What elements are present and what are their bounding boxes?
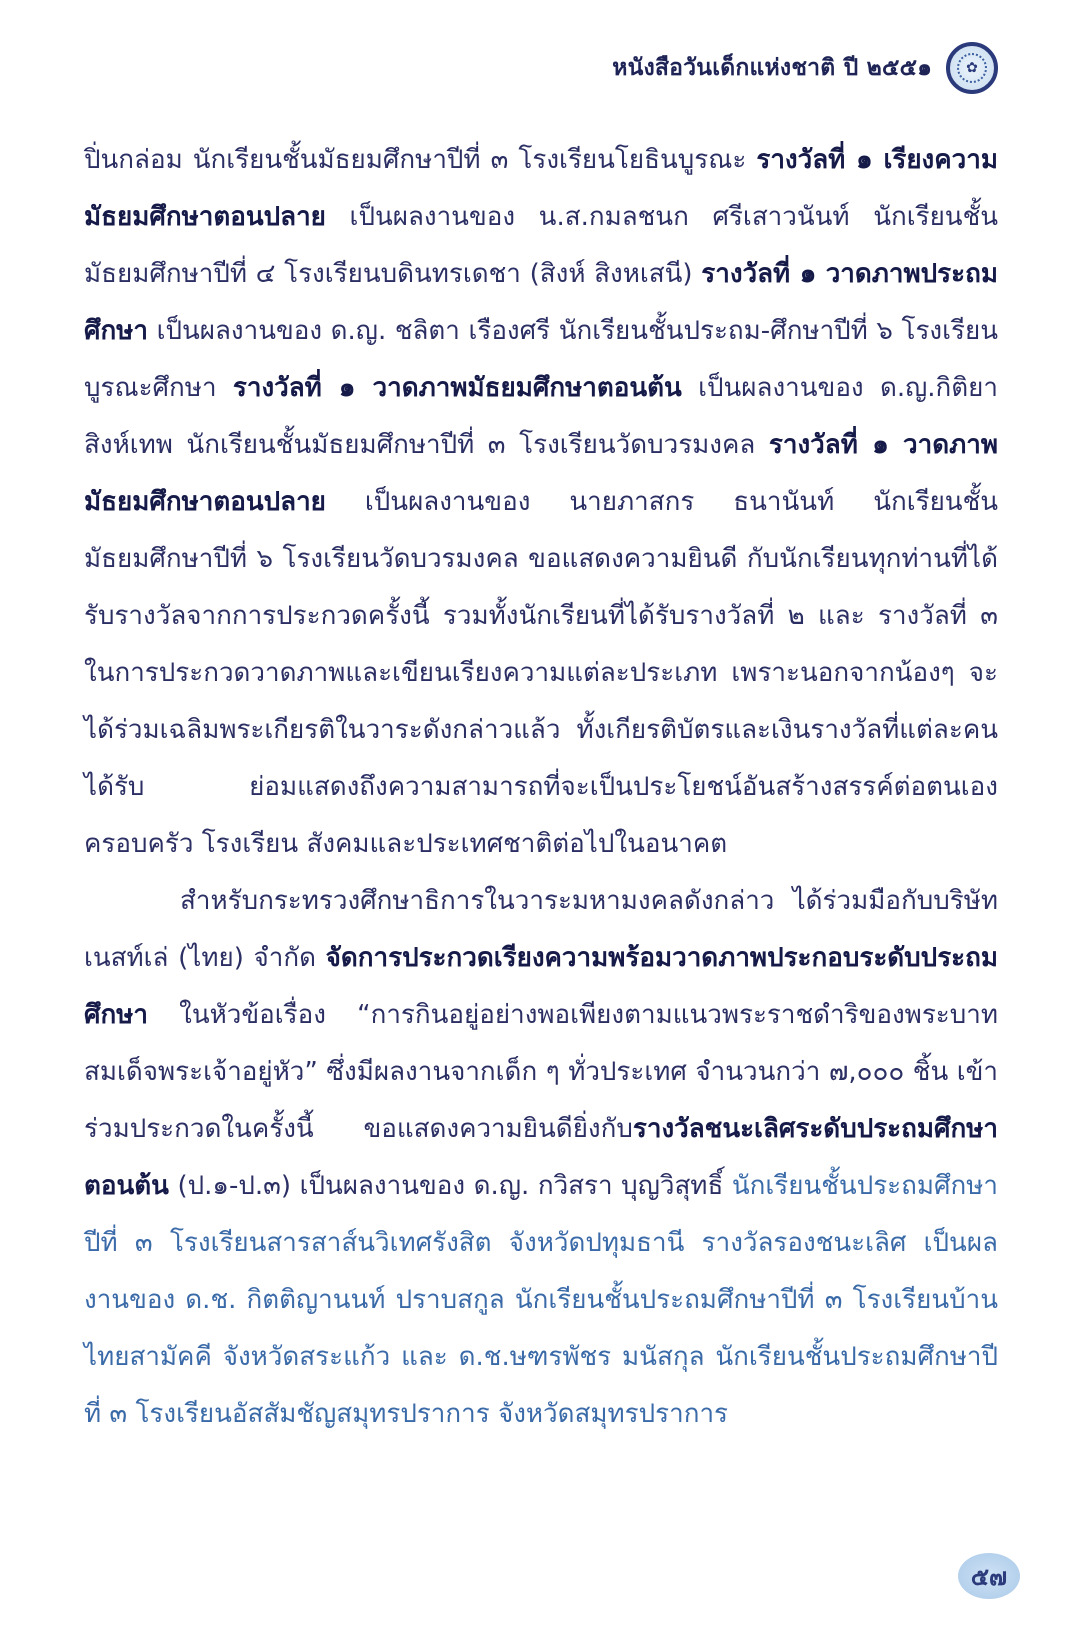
- paragraph-1-text-1: ปิ่นกล่อม นักเรียนชั้นมัธยมศึกษาปีที่ ๓ โรงเรียนโยธินบูรณะ: [84, 145, 757, 175]
- award-1-primary-drawing: รางวัลที่ ๑ วาดภาพประถมศึกษา: [84, 259, 998, 346]
- paragraph-2-text-1: สำหรับกระทรวงศึกษาธิการในวาระมหามงคลดังกล่าว ได้ร่วมมือกับบริษัทเนสท์เล่ (ไทย) จำกัด: [84, 886, 998, 973]
- page-header: [612, 42, 998, 94]
- paragraph-1: [84, 132, 998, 873]
- book-title: หนังสือวันเด็กแห่งชาติ ปี ๒๕๕๑: [612, 55, 932, 81]
- paragraph-2-text-2: ในหัวข้อเรื่อง “การกินอยู่อย่างพอเพียงตามแนวพระราชดำริของพระบาทสมเด็จพระเจ้าอยู่หัว” ซึ่งมีผลงานจากเด็ก ๆ ทั่วประเทศ จำนวนกว่า ๗,๐๐๐ ชิ้น เข้าร่วมประกวดในครั้งนี้ ขอแสดงความยินดียิ่งกับ: [84, 1000, 998, 1144]
- paragraph-1-text-5: เป็นผลงานของ นายภาสกร ธนานันท์ นักเรียนชั้นมัธยมศึกษาปีที่ ๖ โรงเรียนวัดบวรมงคล ขอแสดงความยินดี กับนักเรียนทุกท่านที่ได้รับรางวัลจากการประกวดครั้งนี้ รวมทั้งนักเรียนที่ได้รับรางวัลที่ ๒ และ รางวัลที่ ๓ ในการประกวดวาดภาพและเขียนเรียงความแต่ละประเภท เพราะนอกจากน้องๆ จะได้ร่วมเฉลิมพระเกียรติในวาระดังกล่าวแล้ว ทั้งเกียรติบัตรและเงินรางวัลที่แต่ละคนได้รับ ย่อมแสดงถึงความสามารถที่จะเป็นประโยชน์อันสร้างสรรค์ต่อตนเอง ครอบครัว โรงเรียน สังคมและประเทศชาติต่อไปในอนาคต: [84, 487, 998, 859]
- page-body: [84, 132, 998, 1443]
- circular-emblem-icon: [946, 42, 998, 94]
- award-1-high-school-essay: รางวัลที่ ๑ เรียงความมัธยมศึกษาตอนปลาย: [84, 145, 998, 232]
- page-number: ๕๗: [958, 1553, 1020, 1599]
- paragraph-1-text-3: เป็นผลงานของ ด.ญ. ชลิตา เรืองศรี นักเรียนชั้นประถม-ศึกษาปีที่ ๖ โรงเรียนบูรณะศึกษา: [84, 316, 998, 403]
- paragraph-2-text-3: (ป.๑-ป.๓) เป็นผลงานของ ด.ญ. กวิสรา บุญวิสุทธิ์: [168, 1171, 732, 1201]
- winner-award-primary: รางวัลชนะเลิศระดับประถมศึกษาตอนต้น: [84, 1114, 998, 1201]
- contest-title: จัดการประกวดเรียงความพร้อมวาดภาพประกอบระดับประถมศึกษา: [84, 943, 998, 1030]
- paragraph-2: [84, 873, 998, 1443]
- paragraph-1-text-2: เป็นผลงานของ น.ส.กมลชนก ศรีเสาวนันท์ นักเรียนชั้นมัธยมศึกษาปีที่ ๔ โรงเรียนบดินทรเดชา (สิงห์ สิงหเสนี): [84, 202, 998, 289]
- award-1-lower-secondary-drawing: รางวัลที่ ๑ วาดภาพมัธยมศึกษาตอนต้น: [232, 373, 682, 403]
- award-1-upper-secondary-drawing: รางวัลที่ ๑ วาดภาพมัธยมศึกษาตอนปลาย: [84, 430, 999, 517]
- paragraph-1-text-4: เป็นผลงานของ ด.ญ.กิติยา สิงห์เทพ นักเรียนชั้นมัธยมศึกษาปีที่ ๓ โรงเรียนวัดบวรมงคล: [84, 373, 998, 460]
- emblem-inner-icon: ✿: [957, 53, 987, 83]
- paragraph-2-text-4: นักเรียนชั้นประถมศึกษาปีที่ ๓ โรงเรียนสารสาส์นวิเทศรังสิต จังหวัดปทุมธานี รางวัลรองชนะเลิศ เป็นผลงานของ ด.ช. กิตติญานนท์ ปราบสกูล นักเรียนชั้นประถมศึกษาปีที่ ๓ โรงเรียนบ้านไทยสามัคคี จังหวัดสระแก้ว และ ด.ช.ษฑรพัชร มนัสกุล นักเรียนชั้นประถมศึกษาปีที่ ๓ โรงเรียนอัสสัมชัญสมุทรปราการ จังหวัดสมุทรปราการ: [84, 1171, 998, 1429]
